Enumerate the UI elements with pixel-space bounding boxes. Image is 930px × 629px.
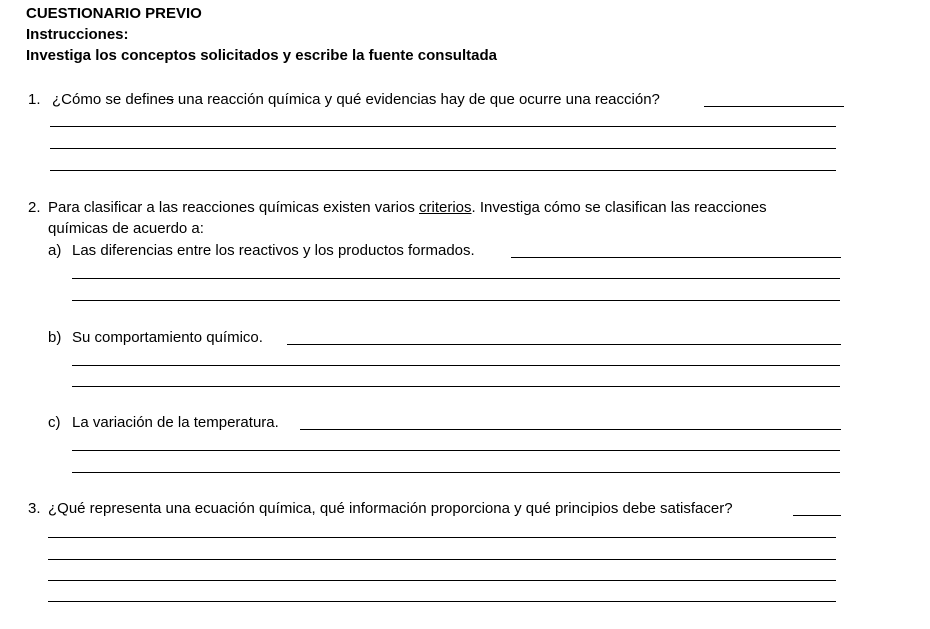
answer-line[interactable]: [48, 580, 836, 581]
question-3-number: 3.: [28, 500, 41, 517]
question-2-text-continued: químicas de acuerdo a:: [48, 220, 204, 237]
subquestion-c-text: La variación de la temperatura.: [72, 414, 279, 431]
subquestion-b-text: Su comportamiento químico.: [72, 329, 263, 346]
answer-line[interactable]: [72, 472, 840, 473]
subquestion-b-letter: b): [48, 329, 62, 346]
instructions-label: Instrucciones:: [26, 26, 129, 43]
question-2-underlined-word: criterios: [419, 199, 472, 216]
question-2-text: [48, 199, 767, 217]
answer-line[interactable]: [793, 515, 841, 516]
question-1-text-start: ¿Cómo se define: [52, 91, 167, 108]
answer-line[interactable]: [72, 450, 840, 451]
answer-line[interactable]: [511, 257, 841, 258]
question-3-text: ¿Qué representa una ecuación química, qué información proporciona y qué principios debe satisfacer?: [48, 500, 733, 517]
answer-line[interactable]: [72, 386, 840, 387]
answer-line[interactable]: [50, 170, 836, 171]
instructions-text: Investiga los conceptos solicitados y escribe la fuente consultada: [26, 47, 497, 64]
answer-line[interactable]: [48, 537, 836, 538]
question-1-number: 1.: [28, 91, 41, 108]
answer-line[interactable]: [50, 148, 836, 149]
answer-line[interactable]: [72, 300, 840, 301]
question-1-text-end: una reacción química y qué evidencias hay de que ocurre una reacción?: [173, 91, 660, 108]
answer-line[interactable]: [72, 365, 840, 366]
subquestion-c-letter: c): [48, 414, 61, 431]
answer-line[interactable]: [50, 126, 836, 127]
question-2-text-start: Para clasificar a las reacciones químicas existen varios: [48, 199, 419, 216]
question-2-number: 2.: [28, 199, 41, 216]
answer-line[interactable]: [48, 601, 836, 602]
subquestion-a-letter: a): [48, 242, 62, 259]
answer-line[interactable]: [287, 344, 841, 345]
subquestion-a-text: Las diferencias entre los reactivos y los productos formados.: [72, 242, 475, 259]
answer-line[interactable]: [300, 429, 841, 430]
answer-line[interactable]: [72, 278, 840, 279]
answer-line[interactable]: [704, 106, 844, 107]
question-2-text-end: . Investiga cómo se clasifican las reacciones: [471, 199, 767, 216]
question-1-struck-letter: s: [166, 91, 174, 108]
page-title: CUESTIONARIO PREVIO: [26, 5, 202, 22]
answer-line[interactable]: [48, 559, 836, 560]
question-1-text: [52, 91, 660, 109]
